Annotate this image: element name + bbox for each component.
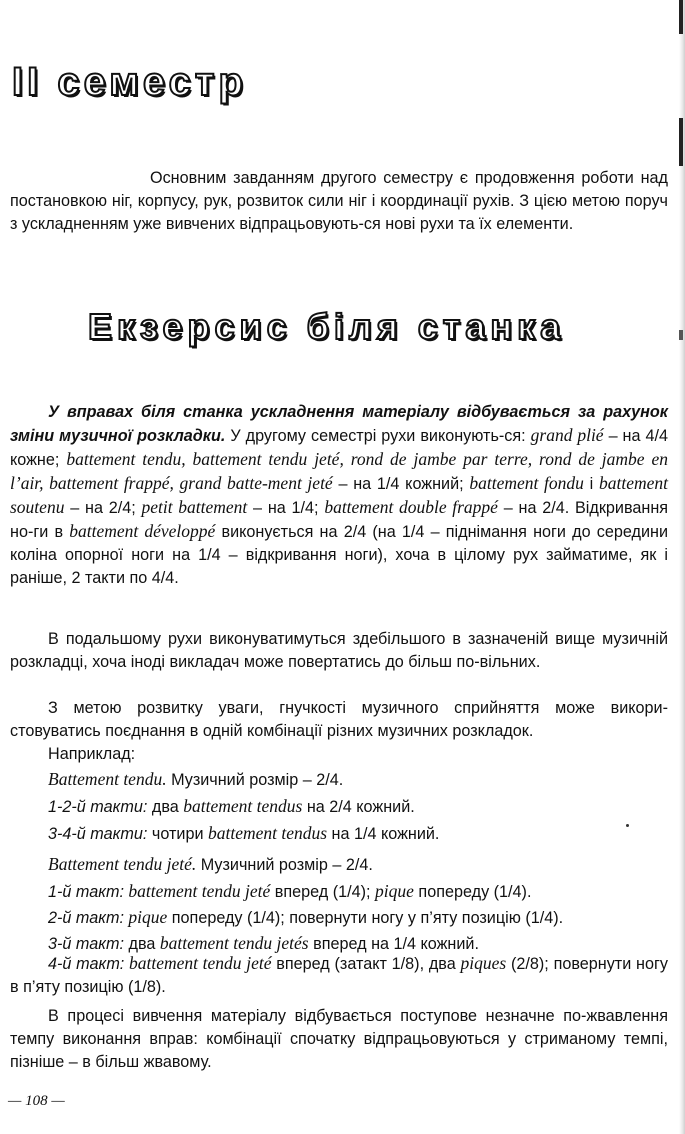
term: battement tendu, battement tendu jeté, rond de jambe par terre, rond de jambe en l’air, battement frappé, grand batte-ment jeté xyxy=(10,449,668,493)
scan-artifact xyxy=(679,0,683,34)
term: battement tendus xyxy=(183,796,303,816)
example-1-title xyxy=(48,768,343,792)
text-fragment: два xyxy=(147,798,184,816)
text-fragment: на 2/4 кожний. xyxy=(302,798,415,816)
example-2-line-4 xyxy=(10,952,668,999)
text-fragment: і xyxy=(583,475,599,493)
text-fragment: (2/8); повернути ногу в п’яту позицію (1/8). xyxy=(10,955,668,996)
final-paragraph: В процесі вивчення матеріалу відбувається поступове незначне по-жвавлення темпу виконання вправ: комбінації спочатку відпрацьовуються у стриманому темпі, пізніше – в більш жвавому. xyxy=(10,1007,668,1071)
lead-bold-text: У вправах біля станка ускладнення матеріалу відбувається за рахунок зміни музичної розкладки. xyxy=(10,403,668,445)
example-2-line-1 xyxy=(48,880,531,904)
scan-edge xyxy=(679,0,685,1134)
text-fragment: попереду (1/4). xyxy=(413,883,532,901)
text-fragment: вперед (1/4); xyxy=(270,883,376,901)
page-number: — 108 — xyxy=(8,1093,65,1109)
text-fragment: два xyxy=(124,935,160,953)
text-fragment: вперед (затакт 1/8), два xyxy=(271,955,461,973)
term: battement tendu jetés xyxy=(159,933,309,953)
term: piques xyxy=(460,953,507,973)
bar-label: 3-й такт: xyxy=(48,935,125,953)
section-title-semester: II семестр xyxy=(12,60,247,104)
intro-paragraph: Основним завданням другого семестру є продовження роботи над постановкою ніг, корпусу, рук, розвиток сили ніг і координації рухів. З цією метою поруч з ускладненням уже вивчених відпрацьовують-ся нові рухи та їх елементи. xyxy=(10,169,668,233)
term: battement développé xyxy=(69,521,216,541)
section-title-exercise: Екзерсис біля станка xyxy=(88,306,566,347)
bar-label: 1-й такт: xyxy=(48,883,125,901)
text-fragment: вперед на 1/4 кожний. xyxy=(308,935,479,953)
text-fragment: попереду (1/4); повернути ногу у п’яту позицію (1/4). xyxy=(167,909,564,927)
text-fragment: – на 1/4 кожний; xyxy=(332,475,470,493)
example-2-line-2 xyxy=(48,906,563,930)
term: petit battement xyxy=(141,497,248,517)
text-fragment: – на 2/4. Відкривання но-ги в xyxy=(10,499,669,541)
scan-speck xyxy=(626,824,629,827)
text-fragment: Музичний розмір – 2/4. xyxy=(196,856,373,874)
text-fragment: Музичний розмір – 2/4. xyxy=(166,771,344,789)
term: battement tendu jeté xyxy=(124,953,272,973)
term: pique xyxy=(124,907,168,927)
text-fragment: чотири xyxy=(147,825,208,843)
text-fragment: – на 2/4; xyxy=(64,499,142,517)
term: Battement tendu. xyxy=(48,769,167,789)
example-label: Наприклад: xyxy=(48,745,136,763)
term: grand plié xyxy=(530,425,604,445)
bar-label: 3-4-й такти: xyxy=(48,825,148,843)
paragraph-3: З метою розвитку уваги, гнучкості музичного сприйняття може викори-стовуватись поєднання в одній комбінації різних музичних розкладок. xyxy=(10,699,668,740)
term: battement tendus xyxy=(207,823,328,843)
term: battement fondu xyxy=(469,473,584,493)
bar-label: 4-й такт: xyxy=(48,955,125,973)
example-2-title xyxy=(48,853,373,877)
term: battement soutenu xyxy=(10,473,669,517)
term: pique xyxy=(375,881,414,901)
term: Battement tendu jeté. xyxy=(48,854,197,874)
scan-artifact xyxy=(679,118,683,166)
example-1-line-1 xyxy=(48,795,415,819)
main-paragraph xyxy=(10,401,668,590)
bar-label: 1-2-й такти: xyxy=(48,798,148,816)
text-fragment: виконується на 2/4 (на 1/4 – піднімання ноги до середини коліна опорної ноги на 1/4 – відкривання ноги), хоча в цілому рух займатиме, як і раніше, 2 такти по 4/4. xyxy=(10,523,669,587)
text-fragment: – на 1/4; xyxy=(247,499,325,517)
text-fragment: – на 4/4 кожне; xyxy=(10,427,668,469)
example-1-line-2 xyxy=(48,822,439,846)
text-fragment: У другому семестрі рухи виконують-ся: xyxy=(225,427,531,445)
text-fragment: на 1/4 кожний. xyxy=(327,825,440,843)
paragraph-2: В подальшому рухи виконуватимуться здебільшого в зазначеній вище музичній розкладці, хоча іноді викладач може повертатись до більш по-вільних. xyxy=(10,630,668,671)
term: battement double frappé xyxy=(324,497,498,517)
scan-artifact xyxy=(679,330,683,340)
term: battement tendu jeté xyxy=(124,881,271,901)
bar-label: 2-й такт: xyxy=(48,909,125,927)
